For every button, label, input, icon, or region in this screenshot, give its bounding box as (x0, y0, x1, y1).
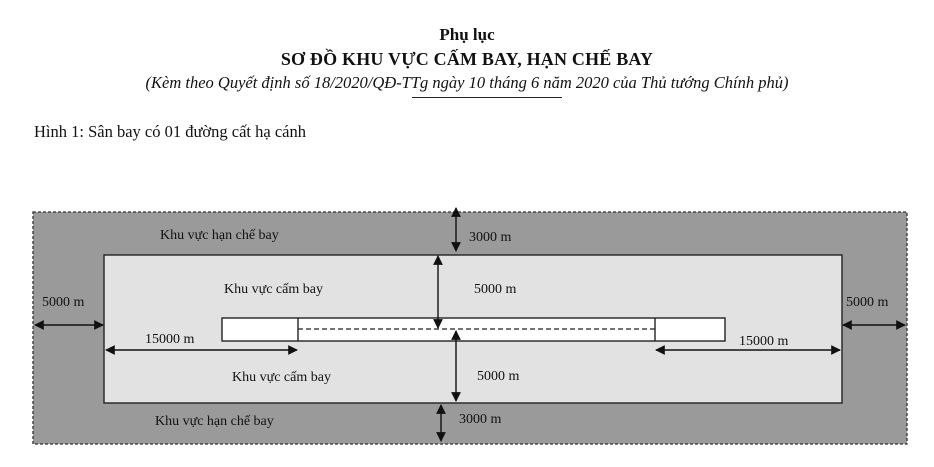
figure-caption: Hình 1: Sân bay có 01 đường cất hạ cánh (34, 122, 306, 141)
distance-5000-left-label: 5000 m (42, 295, 85, 310)
distance-5000-right-label: 5000 m (846, 295, 889, 310)
restricted-zone-label-top: Khu vực hạn chế bay (160, 228, 279, 243)
appendix-heading: Phụ lục (439, 25, 495, 44)
distance-3000-bottom-label: 3000 m (459, 412, 502, 427)
distance-15000-left-label: 15000 m (145, 332, 195, 347)
prohibited-zone-label-top: Khu vực cấm bay (224, 282, 323, 297)
document-title: SƠ ĐỒ KHU VỰC CẤM BAY, HẠN CHẾ BAY (280, 49, 654, 69)
prohibited-zone-label-bottom: Khu vực cấm bay (232, 370, 331, 385)
distance-15000-right-label: 15000 m (739, 334, 789, 349)
distance-5000-top-label: 5000 m (474, 282, 517, 297)
decision-reference: (Kèm theo Quyết định số 18/2020/QĐ-TTg ngày 10 tháng 6 năm 2020 của Thủ tướng Chính phủ) (145, 73, 789, 92)
distance-5000-bottom-label: 5000 m (477, 369, 520, 384)
distance-3000-top-label: 3000 m (469, 230, 512, 245)
restricted-zone-label-bottom: Khu vực hạn chế bay (155, 414, 274, 429)
